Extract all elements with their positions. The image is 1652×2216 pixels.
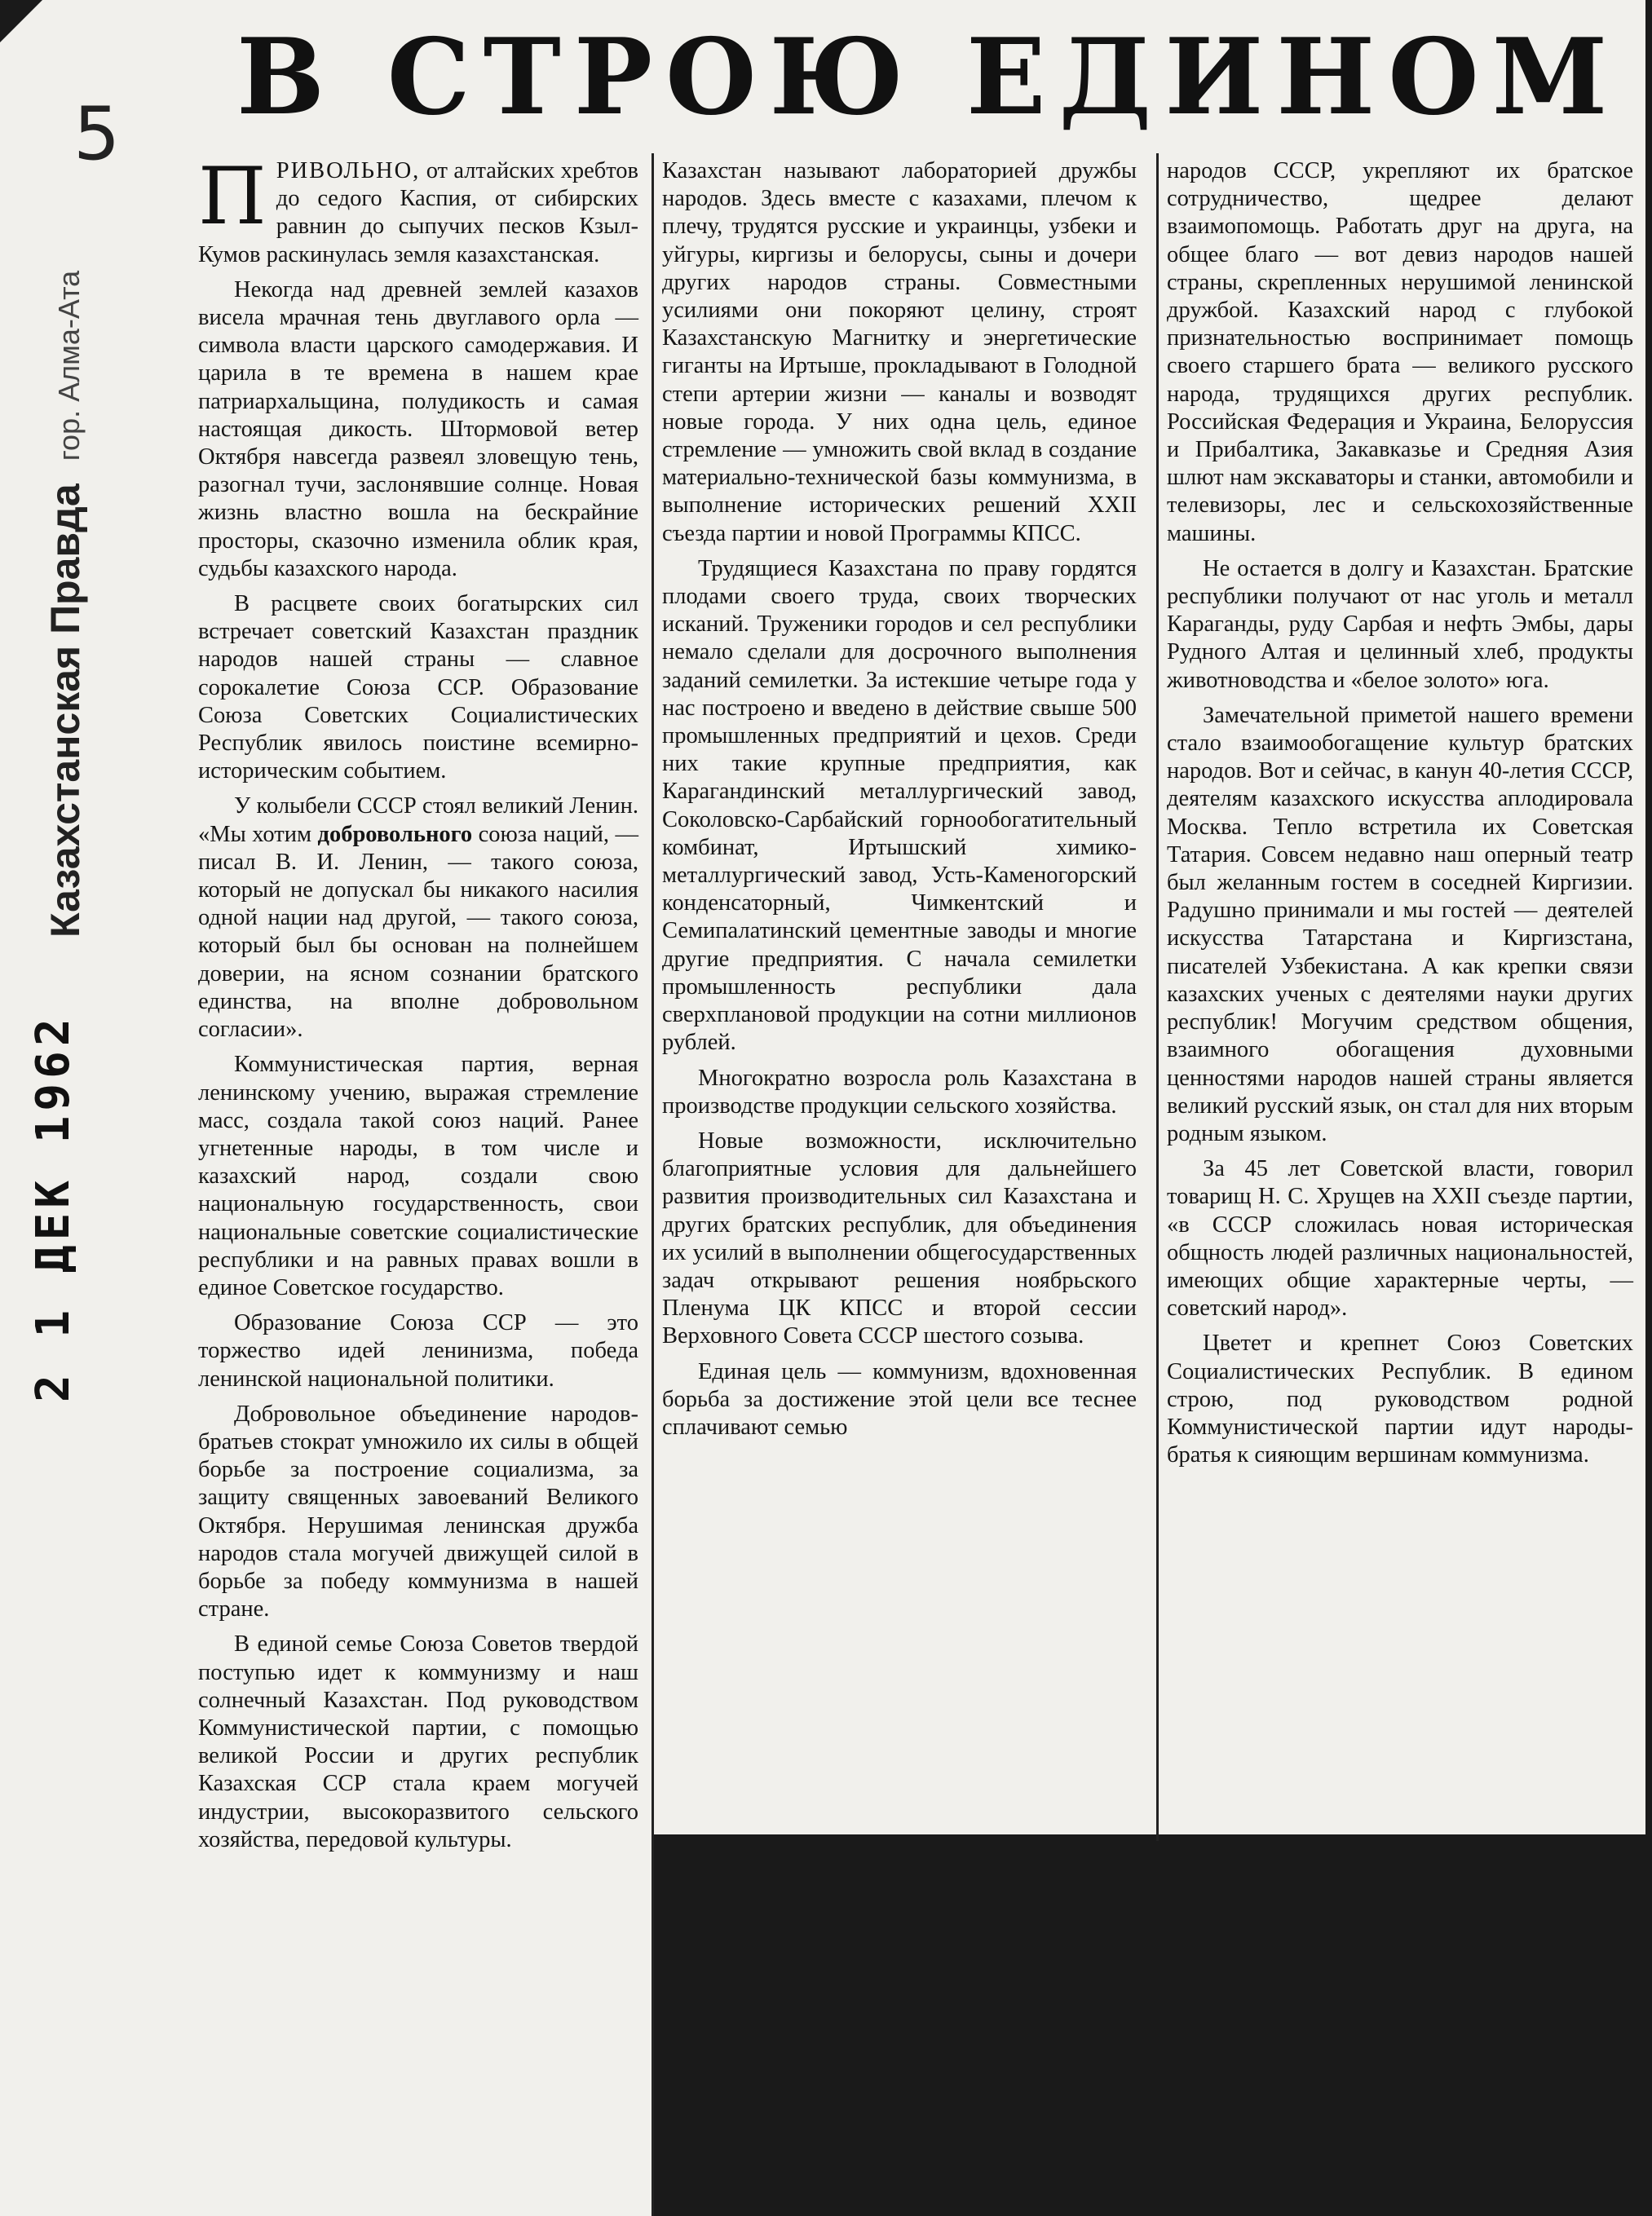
paragraph: Многократно возросла роль Казахстана в производстве продукции сельского хозяйства.	[662, 1065, 1137, 1119]
paragraph-text: от алтайских хребтов до седого Каспия, от сибирских равнин до сыпучих песков Кзыл-Кумов раскинулась земля казахстанская.	[198, 158, 639, 267]
date-stamp: 2 1 ДЕК 1962	[27, 1013, 80, 1402]
drop-cap: П	[198, 151, 267, 242]
paragraph: народов СССР, укрепляют их братское сотрудничество, щедрее делают взаимопомощь. Работать друг на друга, на общее благо — вот девиз народов нашей страны, скрепленных нерушимой ленинской дружбой. Казахский народ с глубокой признательностью воспринимает помощь своего старшего брата — великого русского народа, трудящихся других республик. Российская Федерация и Украина, Белоруссия и Прибалтика, Закавказье и Средняя Азия шлют нам экскаваторы и станки, автомобили и телевизоры, лес и сельскохозяйственные машины.	[1167, 158, 1633, 546]
paragraph: Замечательной приметой нашего времени стало взаимообогащение культур братских народов. Вот и сейчас, в канун 40-летия СССР, деятелям казахского искусства аплодировала Москва. Тепло встретила их Советская Татария. Совсем недавно наш оперный театр был желанным гостем в соседней Киргизии. Радушно принимали и мы гостей — деятелей искусства Татарстана и Киргизстана, писателей Узбекистана. А как крепки связи казахских ученых с деятелями науки других республик! Могучим средством общения, взаимного обогащения духовными ценностями народов нашей страны является великий русский язык, он стал для них вторым родным языком.	[1167, 702, 1633, 1146]
article-column-2	[662, 157, 1137, 1449]
handwritten-page-number: 5	[73, 91, 121, 177]
newspaper-name: Казахстанская Правда	[42, 483, 88, 938]
paragraph: Некогда над древней землей казахов висела мрачная тень двуглавого орла — символа власти царского самодержавия. И царила в те времена в нашем крае патриархальщина, полудикость и самая настоящая дикость. Штормовой ветер Октября навсегда развеял зловещую тень, разогнал тучи, заслонявшие солнце. Новая жизнь властно вошла на бескрайние просторы, сказочно изменила облик края, судьбы казахского народа.	[198, 276, 638, 581]
torn-corner	[0, 0, 42, 42]
paragraph	[198, 151, 639, 269]
paragraph: В единой семье Союза Советов твердой поступью идет к коммунизму и наш солнечный Казахстан. Под руководством Коммунистической партии, с помощью великой России и других республик Казахская ССР стала краем могучей индустрии, высокоразвитого сельского хозяйства, передовой культуры.	[198, 1631, 638, 1852]
clipping-paper-lower-left	[0, 1826, 652, 2216]
column-divider	[1156, 153, 1159, 1841]
paragraph: Новые возможности, исключительно благоприятные условия для дальнейшего развития производительных сил Казахстана и других братских республик, для объединения их усилий в выполнении общегосударственных задач открывают решения ноябрьского Пленума ЦК КПСС и второй сессии Верховного Совета СССР шестого созыва.	[662, 1128, 1137, 1349]
source-annotation	[41, 204, 90, 938]
paragraph: Цветет и крепнет Союз Советских Социалистических Республик. В едином строю, под руководством родной Коммунистической партии идут народы-братья к сияющим вершинам коммунизма.	[1167, 1331, 1633, 1468]
headline: В СТРОЮ ЕДИНОМ	[236, 16, 1621, 139]
paragraph: Образование Союза ССР — это торжество идей ленинизма, победа ленинской национальной политики.	[198, 1310, 638, 1392]
paragraph: Единая цель — коммунизм, вдохновенная борьба за достижение этой цели все теснее сплачивают семью	[662, 1358, 1137, 1440]
paragraph	[198, 792, 638, 1044]
emphasis-text: добровольного	[317, 821, 473, 847]
article-column-1	[198, 151, 639, 1861]
paragraph: Коммунистическая партия, верная ленинскому учению, выражая стремление масс, создала такой союз наций. Ранее угнетенные народы, в том числе и казахский народ, создали свою национальную государственность, свои национальные советские социалистические республики и на равных правах вошли в единое Советское государство.	[198, 1052, 638, 1300]
paragraph: Не остается в долгу и Казахстан. Братские республики получают от нас уголь и металл Караганды, руду Сарбая и нефть Эмбы, дары Рудного Алтая и целинный хлеб, продукты животноводства и «белое золото» юга.	[1167, 555, 1633, 693]
paragraph: Трудящиеся Казахстана по праву гордятся плодами своего труда, своих творческих исканий. Труженики городов и сел республики немало сделали для досрочного выполнения заданий семилетки. За истекшие четыре года у нас построено и введено в действие свыше 500 промышленных предприятий и цехов. Среди них такие крупные предприятия, как Карагандинский металлургический завод, Соколовско-Сарбайский горнообогатительный комбинат, Иртышский химико-металлургический завод, Усть-Каменогорский конденсаторный, Чимкентский и Семипалатинский цементные заводы и многие другие предприятия. С начала семилетки промышленность республики дала сверхплановой продукции на сотни миллионов рублей.	[662, 555, 1137, 1056]
paragraph: Добровольное объединение народов-братьев стократ умножило их силы в общей борьбе за построение социализма, за защиту священных завоеваний Великого Октября. Нерушимая ленинская дружба народов стала могучей движущей силой в борьбе за победу коммунизма в нашей стране.	[198, 1401, 638, 1622]
paragraph: В расцвете своих богатырских сил встречает советский Казахстан праздник народов нашей страны — славное сорокалетие Союза ССР. Образование Союза Советских Социалистических Республик явилось поистине всемирно-историческим событием.	[198, 591, 638, 784]
source-city: гор. Алма-Ата	[52, 270, 86, 461]
dropcap-rest: РИВОЛЬНО,	[276, 158, 421, 183]
paragraph-text: союза наций, — писал В. И. Ленин, — такого союза, который не допускал бы никакого насилия одной нации над другой, — такого союза, который был бы основан на полнейшем доверии, на ясном сознании братского единства, на вполне добровольном согласии».	[198, 821, 639, 1043]
paragraph-text: У колыбели СССР стоял великий Ленин. «Мы хотим	[198, 793, 638, 847]
column-divider	[652, 153, 654, 2216]
paragraph: Казахстан называют лабораторией дружбы народов. Здесь вместе с казахами, плечом к плечу, трудятся русские и украинцы, узбеки и уйгуры, киргизы и белорусы, сыны и дочери других народов страны. Совместными усилиями они покоряют целину, строят Казахстанскую Магнитку и энергетические гиганты на Иртыше, прокладывают в Голодной степи артерии жизни — каналы и возводят новые города. У них одна цель, единое стремление — умножить свой вклад в создание материально-технической базы коммунизма, в выполнение исторических решений XXII съезда партии и новой Программы КПСС.	[662, 158, 1137, 546]
article-column-3	[1167, 157, 1633, 1477]
paragraph: За 45 лет Советской власти, говорил товарищ Н. С. Хрущев на XXII съезде партии, «в СССР сложилась новая историческая общность людей различных национальностей, имеющих общие характерные черты, — советский народ».	[1167, 1156, 1633, 1322]
